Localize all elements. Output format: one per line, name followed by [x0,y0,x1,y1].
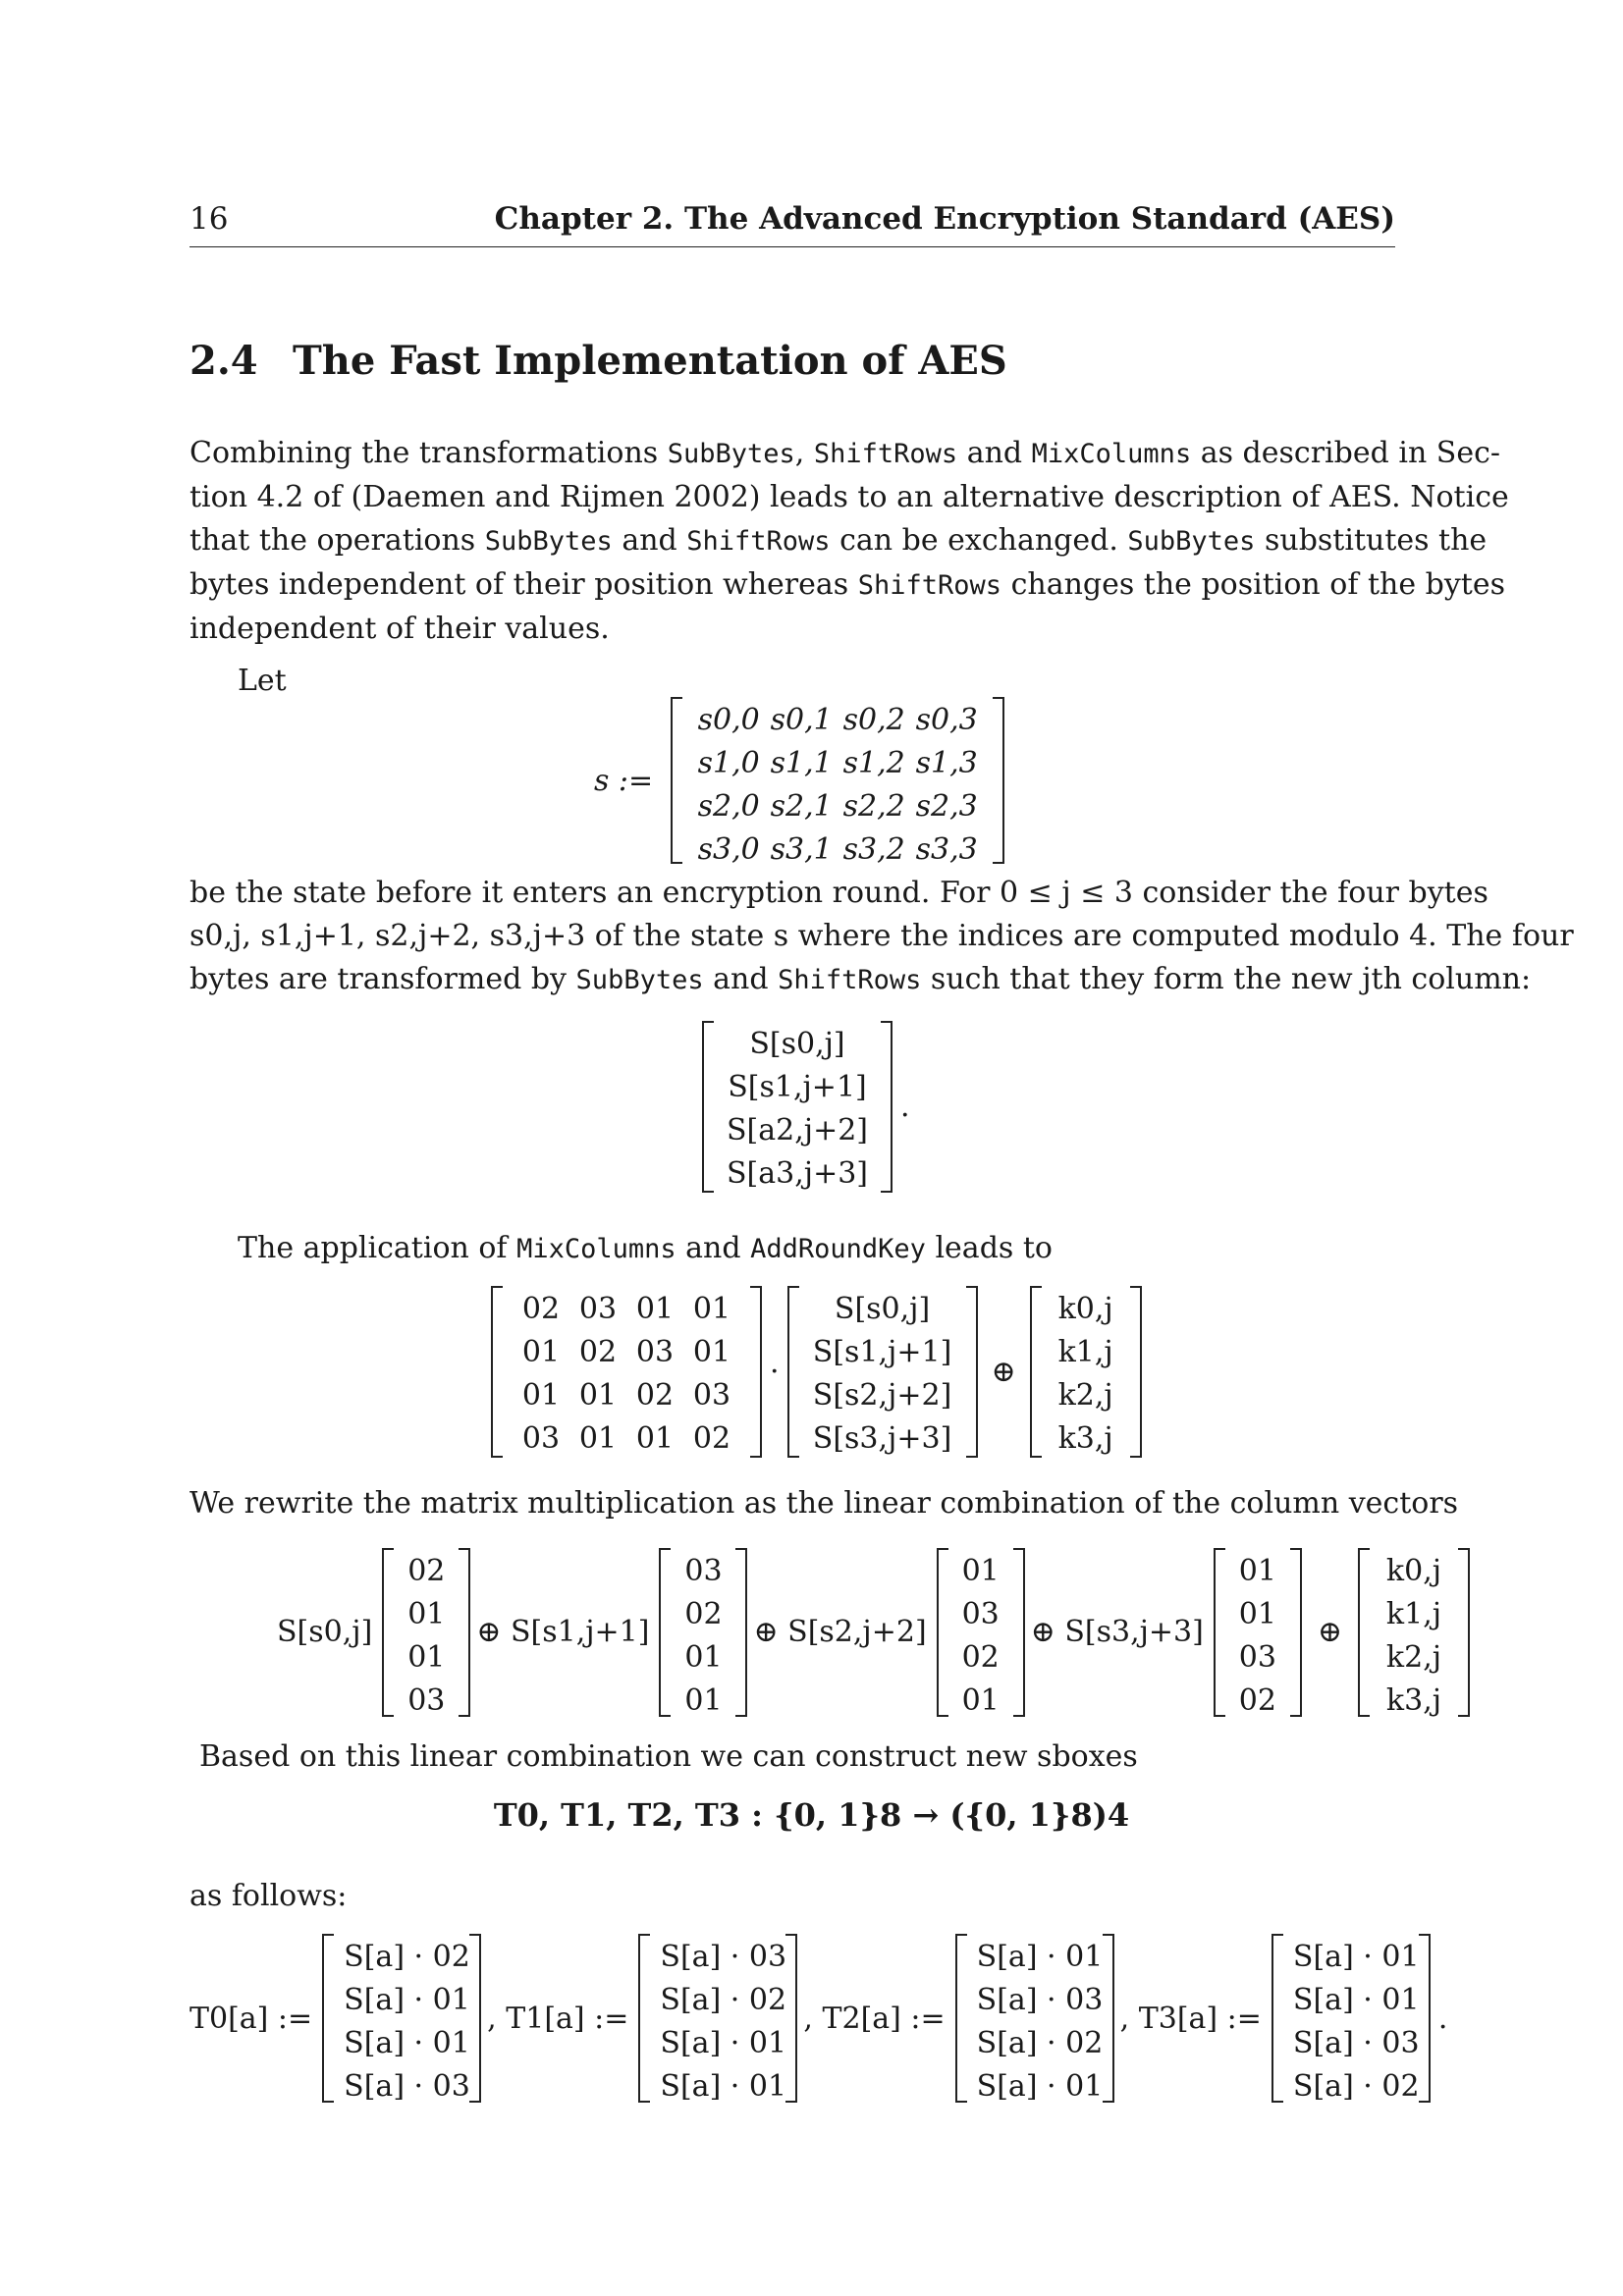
state-entry: s0,2 [842,703,905,737]
running-header [189,201,1395,247]
matrix-entry: S[a] · 03 [660,1940,787,1974]
let-text: Let [238,664,287,698]
matrix-entry: 01 [407,1596,446,1631]
t-lhs: , T2[a] := [803,2001,946,2036]
mixcolumns-coefficient: 02 [578,1335,618,1369]
sbox-signature-text: T0, T1, T2, T3 : {0, 1}8 → ({0, 1}8)4 [493,1796,1130,1834]
matrix-entry: S[a] · 02 [1292,2069,1420,2104]
mixcolumns-coefficient: 01 [692,1292,731,1326]
mixcolumns-coefficient: 01 [521,1378,561,1413]
matrix-entry: 01 [684,1639,723,1675]
matrix-entry: 01 [1238,1596,1276,1631]
mixcolumns-coefficient: 02 [692,1421,731,1456]
matrix-entry: 03 [684,1553,723,1588]
t-vector [1271,1934,1431,2103]
state-entry: s2,2 [842,789,905,824]
matrix-entry: 01 [407,1639,446,1675]
matrix-entry: S[a] · 01 [344,2026,470,2060]
mixcolumns-coefficient: 03 [692,1378,731,1413]
mixcolumns-coefficient: 03 [578,1292,618,1326]
state-entry: s0,1 [770,703,833,737]
linear-combination [277,1546,1470,1718]
mixcolumns-coefficient: 01 [692,1335,731,1369]
state-entry: s3,1 [770,832,833,867]
t-vector [955,1934,1114,2103]
text-line: bytes independent of their position whereas ShiftRows changes the position of the bytes [189,567,1506,602]
column-entry: S[s1,j+1] [728,1070,867,1104]
round-key-vector [1358,1548,1470,1717]
state-entry: s3,3 [915,832,978,867]
text-line: independent of their values. [189,612,610,646]
sbox-entry: S[s3,j+3] [812,1421,952,1456]
text-line: tion 4.2 of (Daemen and Rijmen 2002) leads to an alternative description of AES. Notice [189,480,1509,514]
state-lhs: s := [594,763,654,798]
paragraph-intro [189,432,1509,651]
t-lhs: , T3[a] := [1119,2001,1262,2036]
matrix-entry: k1,j [1385,1596,1442,1631]
key-entry: k1,j [1057,1335,1113,1369]
paragraph-mixcolumns: The application of MixColumns and AddRoundKey leads to [238,1231,1053,1265]
matrix-entry: S[a] · 02 [660,1983,787,2017]
t-lhs: T0[a] := [189,2001,313,2036]
matrix-entry: S[a] · 02 [344,1940,470,1974]
chapter-title: Chapter 2. The Advanced Encryption Standard (AES) [494,201,1395,237]
combination-coefficient: S[s0,j] [277,1615,373,1649]
shifted-column [702,1021,918,1193]
state-entry: s0,3 [915,703,978,737]
round-key-vector [1030,1286,1142,1458]
sbox-entry: S[s0,j] [834,1292,931,1326]
shifted-column-vector [702,1021,893,1193]
as-follows: as follows: [189,1879,348,1913]
combination-column [659,1548,747,1717]
mixcolumns-coefficient: 01 [635,1292,675,1326]
matrix-entry: S[a] · 03 [1292,2026,1420,2060]
state-entry: s1,0 [697,746,760,780]
section-title: The Fast Implementation of AES [293,338,1007,384]
matrix-entry: k3,j [1385,1682,1442,1718]
column-entry: S[a3,j+3] [727,1156,868,1191]
state-entry: s2,1 [770,789,833,824]
text-line: s0,j, s1,j+1, s2,j+2, s3,j+3 of the state s where the indices are computed modulo 4. The four [189,919,1574,953]
matrix-entry: 01 [961,1553,1000,1588]
section-number: 2.4 [189,338,258,384]
state-entry: s1,3 [915,746,978,780]
matrix-entry: 03 [407,1682,446,1718]
combination-coefficient: ⊕ S[s1,j+1] [476,1615,650,1649]
matrix-entry: 02 [1238,1682,1276,1718]
paragraph-sboxes: Based on this linear combination we can construct new sboxes [199,1739,1138,1774]
state-entry: s3,2 [842,832,905,867]
xor-operator: ⊕ [1317,1615,1342,1649]
matrix-entry: 02 [407,1553,446,1588]
period: . [900,1090,910,1124]
state-definition [594,697,1004,867]
matrix-entry: 03 [1238,1639,1276,1675]
page-number: 16 [189,201,229,237]
matrix-entry: k0,j [1385,1553,1442,1588]
sbox-vector [787,1286,978,1458]
combination-column [937,1548,1025,1717]
key-entry: k3,j [1057,1421,1113,1456]
mixcolumns-coefficient: 03 [521,1421,561,1456]
matrix-entry: 01 [961,1682,1000,1718]
t-vector [638,1934,797,2103]
paragraph-state [189,872,1574,1002]
t-lhs: , T1[a] := [487,2001,629,2036]
matrix-entry: S[a] · 01 [976,1940,1104,1974]
mixcolumns-coefficient: 01 [635,1421,675,1456]
matrix-entry: k2,j [1385,1639,1442,1675]
matrix-entry: S[a] · 01 [1292,1983,1420,2017]
matrix-entry: S[a] · 03 [976,1983,1104,2017]
matrix-entry: S[a] · 01 [660,2069,787,2104]
mixcolumns-coefficient: 02 [635,1378,675,1413]
t-vector [322,1934,481,2103]
sbox-entry: S[s1,j+1] [812,1335,952,1369]
dot-operator: · [770,1355,780,1389]
state-entry: s1,1 [770,746,833,780]
matrix-entry: S[a] · 02 [976,2026,1104,2060]
text-line: Combining the transformations SubBytes, ShiftRows and MixColumns as described in Sec- [189,436,1501,470]
sbox-signature [0,1796,1623,1834]
state-entry: s2,3 [915,789,978,824]
matrix-entry: S[a] · 01 [344,1983,470,2017]
combination-coefficient: ⊕ S[s3,j+3] [1030,1615,1204,1649]
combination-column [1214,1548,1302,1717]
key-entry: k2,j [1057,1378,1113,1413]
mixcolumns-coefficient: 01 [578,1378,618,1413]
matrix-entry: S[a] · 01 [1292,1940,1420,1974]
state-matrix [671,697,1004,867]
sbox-entry: S[s2,j+2] [812,1378,952,1413]
state-entry: s3,0 [697,832,760,867]
xor-operator: ⊕ [991,1355,1016,1389]
matrix-entry: 01 [684,1682,723,1718]
matrix-entry: S[a] · 01 [660,2026,787,2060]
mixcolumns-coefficient: 01 [578,1421,618,1456]
column-entry: S[s0,j] [749,1027,845,1061]
mixcolumns-coefficient: 01 [521,1335,561,1369]
mixcolumns-matrix [491,1286,762,1458]
state-entry: s1,2 [842,746,905,780]
matrix-entry: S[a] · 01 [976,2069,1104,2104]
mixcolumns-coefficient: 02 [521,1292,561,1326]
matrix-entry: 02 [684,1596,723,1631]
section-heading [189,338,1007,384]
key-entry: k0,j [1057,1292,1113,1326]
combination-column [382,1548,470,1717]
state-entry: s2,0 [697,789,760,824]
period: . [1437,2001,1448,2036]
state-entry: s0,0 [697,703,760,737]
combination-coefficient: ⊕ S[s2,j+2] [753,1615,927,1649]
matrix-entry: 01 [1238,1553,1276,1588]
text-line: that the operations SubBytes and ShiftRows can be exchanged. SubBytes substitutes the [189,523,1488,558]
matrix-entry: 02 [961,1639,1000,1675]
t-definitions [189,1934,1455,2103]
mixcolumns-equation [491,1286,1142,1458]
matrix-entry: S[a] · 03 [344,2069,470,2104]
column-entry: S[a2,j+2] [727,1113,868,1148]
text-line: bytes are transformed by SubBytes and ShiftRows such that they form the new jth column: [189,962,1532,996]
mixcolumns-coefficient: 03 [635,1335,675,1369]
text-line: be the state before it enters an encryption round. For 0 ≤ j ≤ 3 consider the four bytes [189,876,1488,910]
paragraph-rewrite: We rewrite the matrix multiplication as the linear combination of the column vectors [189,1486,1459,1521]
matrix-entry: 03 [961,1596,1000,1631]
